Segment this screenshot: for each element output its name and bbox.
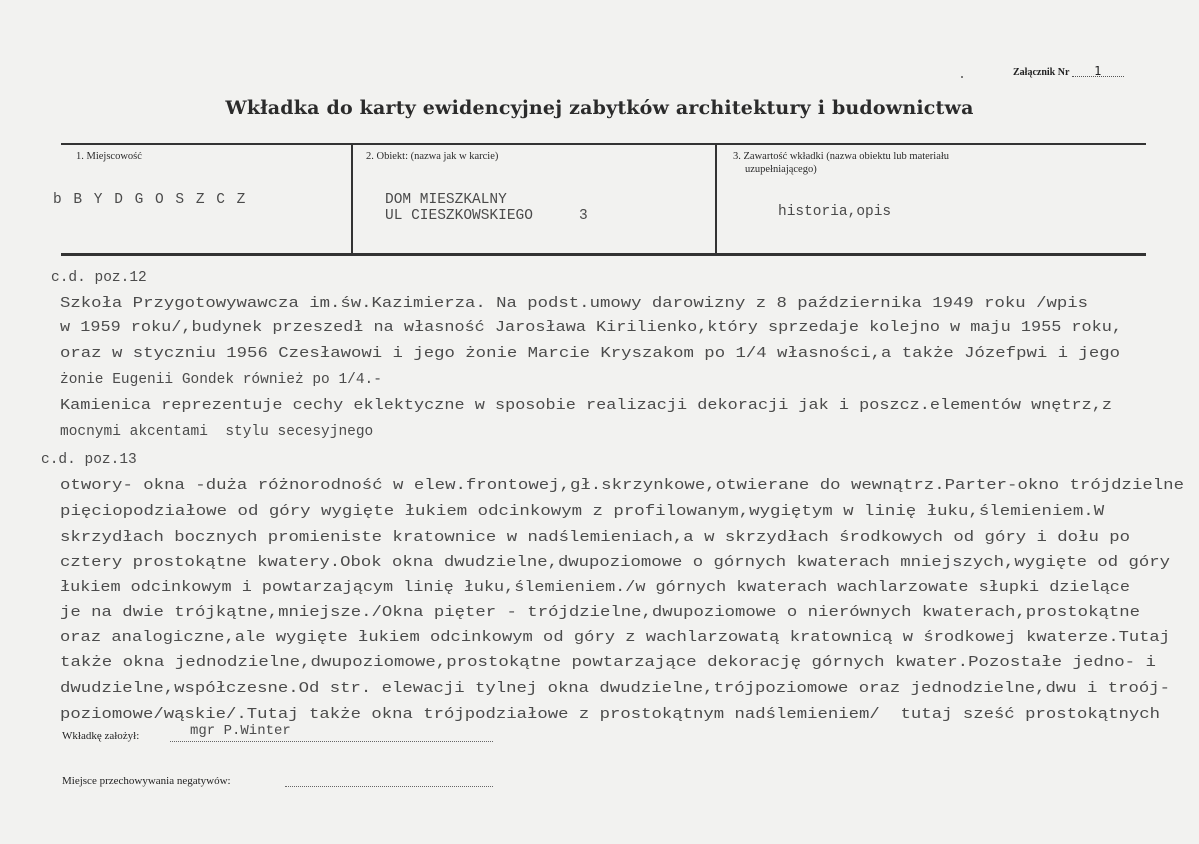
typed-line: je na dwie trójkątne,mniejsze./Okna pięter - trójdzielne,dwupoziomowe o nierównych kwaterach,prostokątne xyxy=(60,605,1140,621)
typed-line: w 1959 roku/,budynek przeszedł na własność Jarosława Kirilienko,który sprzedaje kolejno w maju 1955 roku, xyxy=(60,320,1122,336)
contents-header xyxy=(733,150,1113,176)
attachment-number xyxy=(1013,66,1124,78)
typed-line: żonie Eugenii Gondek również po 1/4.- xyxy=(60,372,382,388)
typed-line: cztery prostokątne kwatery.Obok okna dwudzielne,dwupoziomowe o górnych kwaterach mniejszych,wygięte od góry xyxy=(60,555,1170,571)
author-value: mgr P.Winter xyxy=(190,723,291,739)
column-divider-1 xyxy=(351,145,353,254)
negatives-dotted-line xyxy=(285,786,493,787)
contents-header-line2: uzupełniającego) xyxy=(745,164,817,175)
typed-line: dwudzielne,współczesne.Od str. elewacji tylnej okna dwudzielne,trójpoziomowe oraz jednodzielne,dwu i troój- xyxy=(60,681,1170,697)
attachment-number-value: 1 xyxy=(1072,66,1124,77)
typed-line: łukiem odcinkowym i powtarzającym linię łuku,ślemieniem./w górnych kwaterach wachlarzowate słupki dzielące xyxy=(60,580,1130,596)
place-value: b B Y D G O S Z C Z xyxy=(53,192,247,208)
typed-line: c.d. poz.13 xyxy=(41,452,137,468)
contents-value: historia,opis xyxy=(778,204,892,220)
contents-header-line1: 3. Zawartość wkładki (nazwa obiektu lub materiału xyxy=(733,151,950,162)
typed-line: poziomowe/wąskie/.Tutaj także okna trójpodziałowe z prostokątnym nadślemieniem/ tutaj sześć prostokątnych xyxy=(60,707,1160,723)
table-bottom-rule xyxy=(61,253,1146,256)
attachment-label: Załącznik Nr xyxy=(1013,67,1070,78)
typed-line: także okna jednodzielne,dwupoziomowe,prostokątne powtarzające dekorację górnych kwater.Pozostałe jedno- i xyxy=(60,655,1156,671)
object-header: 2. Obiekt: (nazwa jak w karcie) xyxy=(366,151,499,162)
typed-line: pięciopodziałowe od góry wygięte łukiem odcinkowym z profilowanym,wygiętym w linię łuku,ślemieniem.W xyxy=(60,504,1105,520)
typed-line: oraz w styczniu 1956 Czesławowi i jego żonie Marcie Kryszakom po 1/4 własności,a także Józefpwi i jego xyxy=(60,346,1120,362)
typed-line: oraz analogiczne,ale wygięte łukiem odcinkowym od góry z wachlarzowatą kratownicą w środkowej kwaterze.Tutaj xyxy=(60,630,1170,646)
form-title: Wkładka do karty ewidencyjnej zabytków architektury i budownictwa xyxy=(225,97,974,119)
paper-speck xyxy=(961,76,963,78)
object-house-number: 3 xyxy=(579,208,588,224)
typed-line: Kamienica reprezentuje cechy eklektyczne w sposobie realizacji dekoracji jak i poszcz.elementów wnętrz,z xyxy=(60,398,1112,414)
author-dotted-line xyxy=(170,741,493,742)
place-header: 1. Miejscowość xyxy=(76,151,142,162)
typed-line: mocnymi akcentami stylu secesyjnego xyxy=(60,424,374,440)
negatives-label: Miejsce przechowywania negatywów: xyxy=(62,775,231,787)
author-label: Wkładkę założył: xyxy=(62,730,140,742)
typed-line: otwory- okna -duża różnorodność w elew.frontowej,gł.skrzynkowe,otwierane do wewnątrz.Parter-okno trójdzielne xyxy=(60,478,1184,494)
typed-line: c.d. poz.12 xyxy=(51,270,147,286)
typed-line: skrzydłach bocznych promieniste kratownice w nadślemieniach,a w skrzydłach środkowych od góry i dołu po xyxy=(60,530,1130,546)
object-name: DOM MIESZKALNY xyxy=(385,192,507,208)
column-divider-2 xyxy=(715,145,717,254)
table-top-rule xyxy=(61,143,1146,145)
object-street: UL CIESZKOWSKIEGO xyxy=(385,208,533,224)
typed-line: Szkoła Przygotowywawcza im.św.Kazimierza. Na podst.umowy darowizny z 8 października 1949 roku /wpis xyxy=(60,296,1088,312)
